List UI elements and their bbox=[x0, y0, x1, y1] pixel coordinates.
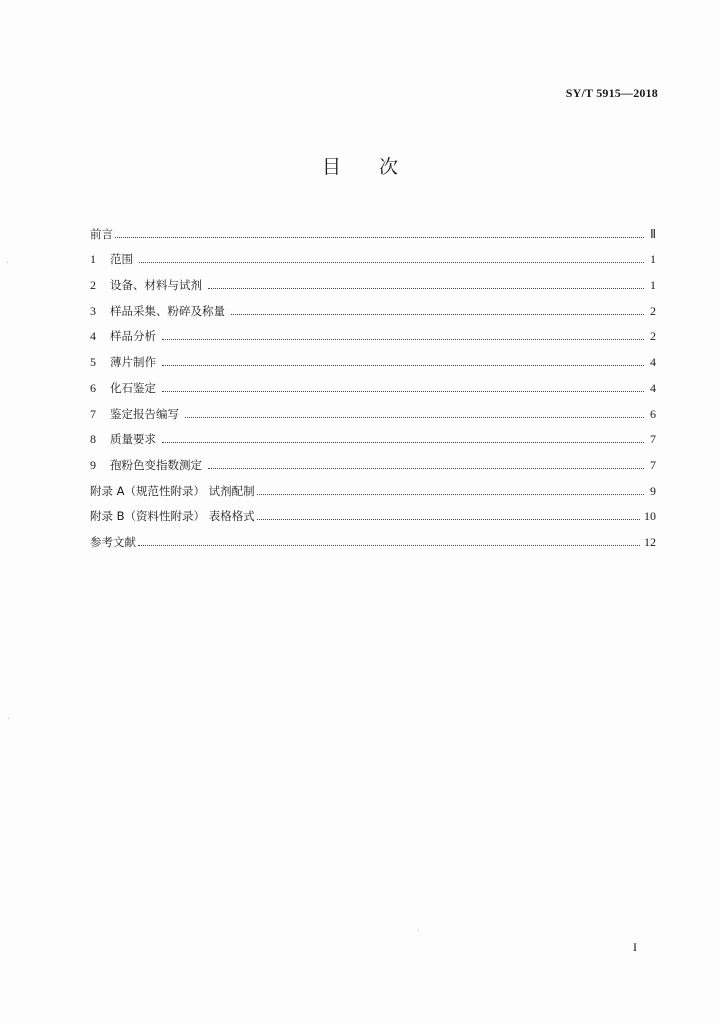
toc-heading-char-1: 目 bbox=[321, 156, 341, 178]
toc-entry-label: 参考文献 bbox=[90, 534, 136, 549]
toc-entry-label: 附录 B（资料性附录） 表格格式 bbox=[90, 509, 255, 524]
toc-entry-label: 设备、材料与试剂 bbox=[110, 278, 202, 293]
toc-entry-label: 样品采集、粉碎及称量 bbox=[110, 303, 225, 318]
toc-heading bbox=[0, 152, 720, 179]
leader-dots bbox=[139, 262, 644, 263]
toc-entry-label: 孢粉色变指数测定 bbox=[110, 457, 202, 472]
toc-entry-page: 2 bbox=[650, 303, 656, 318]
leader-dots bbox=[115, 237, 644, 238]
toc-entry-number: 1 bbox=[90, 252, 96, 267]
toc-entry-page: 1 bbox=[650, 252, 656, 267]
toc-entry-number: 6 bbox=[90, 380, 96, 395]
page-number: I bbox=[633, 940, 637, 954]
toc-entry-label: 质量要求 bbox=[110, 432, 156, 447]
toc-entry-page: 4 bbox=[650, 380, 656, 395]
toc-entry-page: 9 bbox=[650, 483, 656, 498]
leader-dots bbox=[162, 365, 644, 366]
leader-dots bbox=[208, 288, 644, 289]
leader-dots bbox=[162, 442, 644, 443]
toc-heading-char-2: 次 bbox=[379, 156, 399, 178]
leader-dots bbox=[208, 468, 644, 469]
toc-entry-quality[interactable] bbox=[90, 422, 656, 448]
standard-code: SY/T 5915—2018 bbox=[565, 86, 658, 100]
toc-entry-label: 前言 bbox=[90, 226, 113, 241]
toc-entry-page: 12 bbox=[644, 534, 656, 549]
toc-entry-label: 范围 bbox=[110, 252, 133, 267]
toc-entry-appendix-a[interactable] bbox=[90, 473, 656, 499]
toc-entry-references[interactable] bbox=[90, 524, 656, 550]
toc-entry-page: 7 bbox=[650, 432, 656, 447]
toc-entry-label: 附录 A（规范性附录） 试剂配制 bbox=[90, 483, 255, 498]
toc-entry-color-index[interactable] bbox=[90, 447, 656, 473]
toc-entry-label: 薄片制作 bbox=[110, 355, 156, 370]
leader-dots bbox=[231, 314, 644, 315]
toc-entry-number: 4 bbox=[90, 329, 96, 344]
scan-speck bbox=[7, 262, 8, 263]
toc-entry-page: 10 bbox=[644, 509, 656, 524]
scan-speck bbox=[8, 718, 9, 719]
toc-entry-number: 9 bbox=[90, 457, 96, 472]
leader-dots bbox=[162, 339, 644, 340]
toc-entry-equipment[interactable] bbox=[90, 267, 656, 293]
leader-dots bbox=[257, 494, 644, 495]
toc-entry-number: 2 bbox=[90, 278, 96, 293]
toc-entry-appendix-b[interactable] bbox=[90, 499, 656, 525]
toc-entry-fossil-identification[interactable] bbox=[90, 370, 656, 396]
toc-entry-scope[interactable] bbox=[90, 242, 656, 268]
toc-entry-page: 1 bbox=[650, 278, 656, 293]
toc-entry-number: 8 bbox=[90, 432, 96, 447]
table-of-contents bbox=[90, 216, 656, 550]
toc-entry-analysis[interactable] bbox=[90, 319, 656, 345]
toc-entry-report[interactable] bbox=[90, 396, 656, 422]
toc-entry-page: 4 bbox=[650, 355, 656, 370]
toc-entry-page: 2 bbox=[650, 329, 656, 344]
toc-entry-page: Ⅱ bbox=[650, 226, 656, 241]
scan-speck bbox=[418, 930, 419, 931]
toc-entry-number: 7 bbox=[90, 406, 96, 421]
toc-entry-label: 鉴定报告编写 bbox=[110, 406, 179, 421]
toc-entry-label: 化石鉴定 bbox=[110, 380, 156, 395]
toc-entry-page: 6 bbox=[650, 406, 656, 421]
toc-entry-number: 3 bbox=[90, 303, 96, 318]
leader-dots bbox=[185, 417, 644, 418]
toc-entry-sampling[interactable] bbox=[90, 293, 656, 319]
toc-entry-foreword[interactable] bbox=[90, 216, 656, 242]
leader-dots bbox=[162, 391, 644, 392]
toc-entry-page: 7 bbox=[650, 457, 656, 472]
leader-dots bbox=[138, 545, 640, 546]
toc-entry-label: 样品分析 bbox=[110, 329, 156, 344]
leader-dots bbox=[257, 519, 640, 520]
toc-entry-number: 5 bbox=[90, 355, 96, 370]
toc-entry-thin-section[interactable] bbox=[90, 344, 656, 370]
